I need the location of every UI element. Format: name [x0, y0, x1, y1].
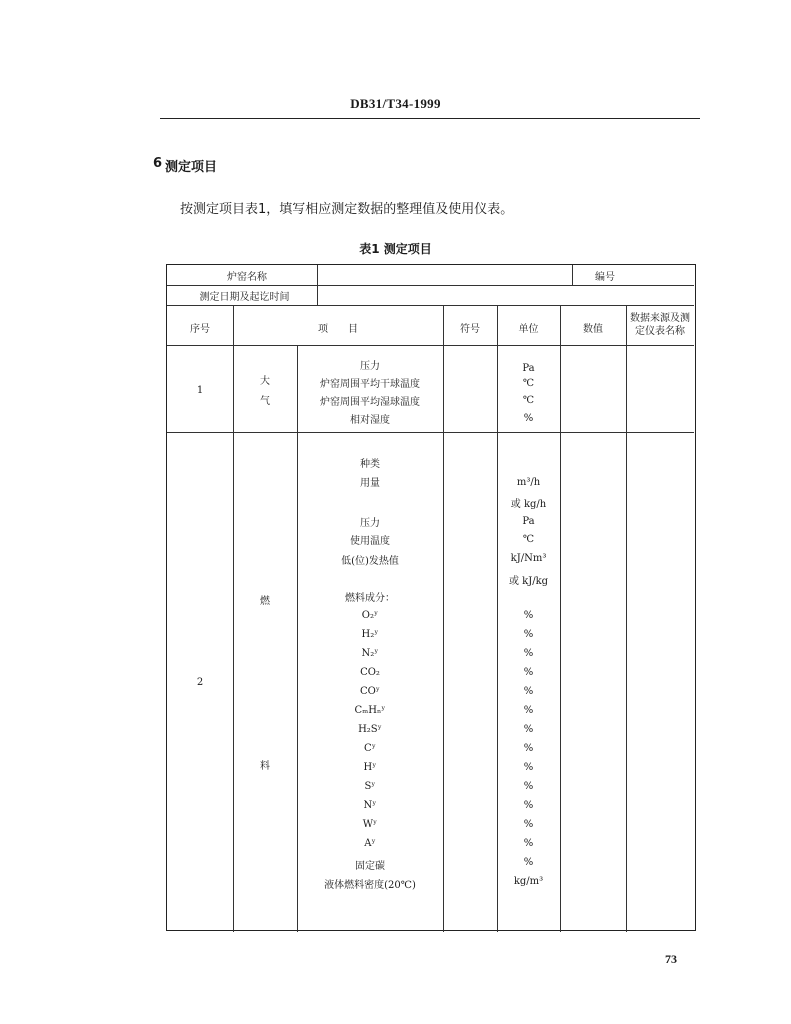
group-2-item: H₂Sʸ [358, 724, 382, 735]
group-1-unit: Pa [522, 363, 535, 374]
group-2-item: Cʸ [364, 743, 376, 754]
group-2-unit: ℃ [522, 534, 535, 545]
group-rule [167, 432, 694, 433]
section-heading [153, 156, 218, 175]
group-1-index: 1 [196, 385, 204, 396]
group-2-unit: 或 kg/h [510, 499, 547, 510]
header-rule [160, 118, 700, 119]
group-1-unit: % [523, 413, 534, 424]
group-2-item: 压力 [360, 518, 380, 529]
group-2-unit: % [523, 629, 534, 640]
group-2-unit: kg/m³ [513, 876, 544, 887]
group-2-item: Hʸ [363, 762, 377, 773]
group-2-unit: % [523, 705, 534, 716]
group-2-category-char: 燃 [260, 596, 270, 607]
group-2-unit: 或 kJ/kg [508, 576, 549, 587]
group-2-unit: % [523, 800, 534, 811]
date-label: 测定日期及起讫时间 [199, 292, 290, 303]
col-source-header: 数据来源及测定仪表名称 [630, 313, 690, 337]
col-item-header: 项 目 [318, 324, 358, 335]
group-2-item: 种类 [360, 459, 380, 470]
group-2-unit: % [523, 819, 534, 830]
group-2-item: Wʸ [362, 819, 378, 830]
group-2-unit: % [523, 724, 534, 735]
group-2-unit: % [523, 743, 534, 754]
group-2-unit: % [523, 838, 534, 849]
col-line [443, 305, 444, 932]
group-1-item: 炉窑周围平均湿球温度 [320, 397, 420, 408]
group-2-unit: Pa [522, 516, 535, 527]
col-symbol-header: 符号 [460, 324, 480, 335]
group-1-unit: ℃ [522, 378, 535, 389]
group-2-unit: m³/h [516, 477, 541, 488]
group-2-item: CO₂ [360, 667, 380, 678]
group-1-category-char: 大 [260, 376, 270, 387]
group-2-unit: kJ/Nm³ [510, 553, 547, 564]
intro-paragraph: 按测定项目表1，填写相应测定数据的整理值及使用仪表。 [180, 202, 514, 217]
group-2-item: 使用温度 [350, 536, 390, 547]
group-1-item: 相对湿度 [350, 415, 390, 426]
page-number: 73 [665, 952, 677, 966]
col-line [560, 305, 561, 932]
group-2-unit: % [523, 667, 534, 678]
group-2-item: 固定碳 [355, 861, 385, 872]
group-2-item: CₘHₙʸ [354, 705, 386, 716]
measurement-table [166, 264, 696, 931]
group-2-index: 2 [196, 677, 204, 688]
row-rule [167, 285, 694, 286]
group-2-item: N₂ʸ [361, 648, 379, 659]
group-2-item: Aʸ [364, 838, 376, 849]
group-2-item: Sʸ [364, 781, 376, 792]
col-unit-header: 单位 [518, 324, 539, 335]
row-rule [167, 305, 694, 306]
group-2-item: 用量 [360, 478, 380, 489]
group-2-category-char: 料 [260, 761, 270, 772]
group-2-item: Nʸ [363, 800, 377, 811]
serial-label: 编号 [595, 272, 615, 283]
group-2-item: O₂ʸ [361, 610, 379, 621]
group-2-unit: % [523, 686, 534, 697]
group-2-unit: % [523, 857, 534, 868]
group-2-item: 低(位)发热值 [341, 556, 399, 567]
furnace-name-label: 炉窑名称 [227, 272, 267, 283]
standard-code: DB31/T34-1999 [350, 96, 441, 111]
section-number: 6 [153, 156, 163, 171]
serial-divider [572, 265, 573, 285]
col-index-header: 序号 [190, 324, 210, 335]
group-2-item: 燃料成分： [345, 593, 395, 604]
group-2-unit: % [523, 610, 534, 621]
section-title: 测定项目 [165, 160, 218, 175]
header-rule-bottom [167, 345, 694, 346]
group-2-item: COʸ [359, 686, 381, 697]
group-2-unit: % [523, 762, 534, 773]
group-2-item: H₂ʸ [361, 629, 379, 640]
group-1-unit: ℃ [522, 395, 535, 406]
col-line [626, 305, 627, 932]
group-1-item: 压力 [360, 361, 380, 372]
col-line [233, 305, 234, 932]
table-caption: 表1 测定项目 [359, 242, 432, 256]
col-value-header: 数值 [583, 324, 603, 335]
group-2-unit: % [523, 648, 534, 659]
group-1-category-char: 气 [260, 396, 270, 407]
group-1-item: 炉窑周围平均干球温度 [320, 379, 420, 390]
group-2-unit: % [523, 781, 534, 792]
group-2-item: 液体燃料密度(20℃) [324, 880, 416, 891]
